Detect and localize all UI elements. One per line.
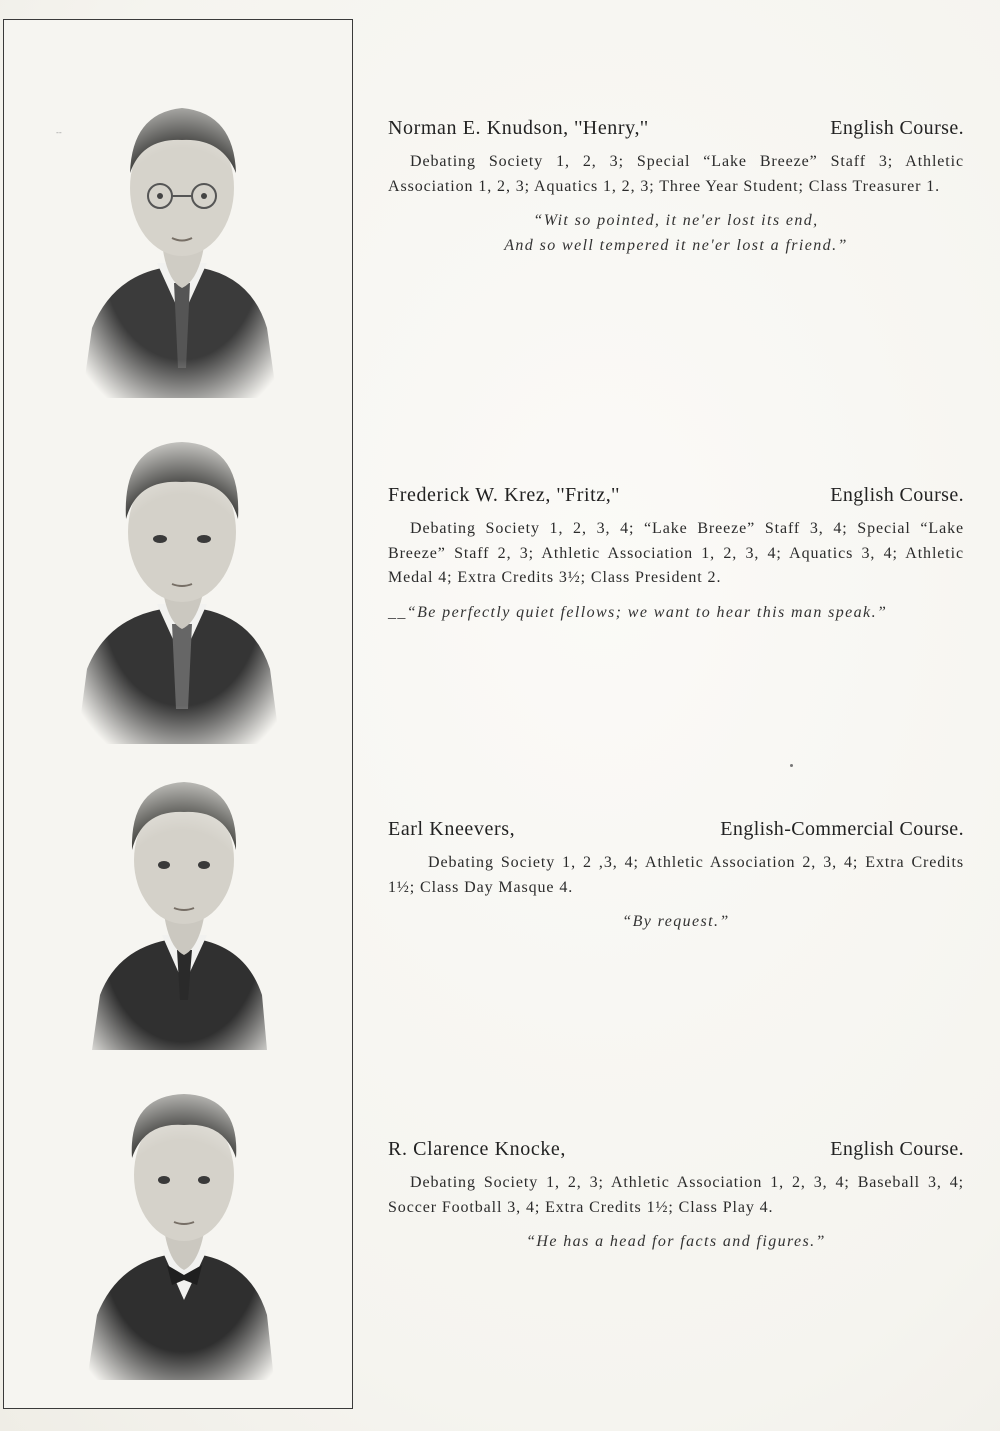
- portrait-image: [62, 78, 302, 398]
- portrait-photo: [62, 78, 302, 398]
- student-entry: [388, 818, 964, 935]
- student-quote: __“Be perfectly quiet fellows; we want to hear this man speak.”: [388, 603, 888, 621]
- student-entry: [388, 484, 964, 625]
- course-name: English Course.: [830, 117, 964, 139]
- activity-record: Debating Society 1, 2 ,3, 4; Athletic Association 2, 3, 4; Extra Credits 1½; Class Day Masque 4.: [388, 854, 964, 896]
- course-name: English Course.: [830, 484, 964, 506]
- student-name: Frederick W. Krez, ''Fritz,'': [388, 484, 620, 506]
- activity-record: Debating Society 1, 2, 3; Athletic Association 1, 2, 3, 4; Baseball 3, 4; Soccer Football 3, 4; Extra Credits 1½; Class Play 4.: [388, 1174, 964, 1216]
- student-name: R. Clarence Knocke,: [388, 1138, 567, 1160]
- portrait-panel: [3, 19, 353, 1409]
- portrait-image: [62, 424, 302, 744]
- portrait-image: [62, 1070, 302, 1390]
- student-quote: “He has a head for facts and figures.”: [526, 1233, 826, 1250]
- student-quote: [388, 209, 964, 258]
- student-name: Earl Kneevers,: [388, 818, 516, 840]
- course-name: English Course.: [830, 1138, 964, 1160]
- student-entry: [388, 117, 964, 258]
- entry-heading: [388, 1138, 964, 1161]
- quote-line: “Wit so pointed, it ne'er lost its end,: [533, 212, 819, 229]
- print-speck: [790, 764, 793, 767]
- entry-heading: [388, 818, 964, 841]
- margin-mark: --: [56, 128, 62, 137]
- entry-heading: [388, 484, 964, 507]
- student-entry: [388, 1138, 964, 1255]
- quote-line: And so well tempered it ne'er lost a friend.”: [504, 236, 848, 254]
- portrait-image: [62, 760, 302, 1080]
- course-name: English-Commercial Course.: [720, 818, 964, 840]
- portrait-photo: [62, 424, 302, 744]
- activity-record: Debating Society 1, 2, 3; Special “Lake Breeze” Staff 3; Athletic Association 1, 2, 3; Aquatics 1, 2, 3; Three Year Student; Class Treasurer 1.: [388, 153, 964, 195]
- portrait-photo: [62, 1070, 302, 1390]
- student-quote: “By request.”: [622, 913, 730, 930]
- student-name: Norman E. Knudson, ''Henry,'': [388, 117, 649, 139]
- activity-record: Debating Society 1, 2, 3, 4; “Lake Breeze” Staff 3, 4; Special “Lake Breeze” Staff 2, 3; Athletic Association 1, 2, 3, 4; Aquatics 3, 4; Athletic Medal 4; Extra Credits 3½; Class President 2.: [388, 520, 964, 586]
- entry-heading: [388, 117, 964, 140]
- portrait-photo: [62, 760, 302, 1080]
